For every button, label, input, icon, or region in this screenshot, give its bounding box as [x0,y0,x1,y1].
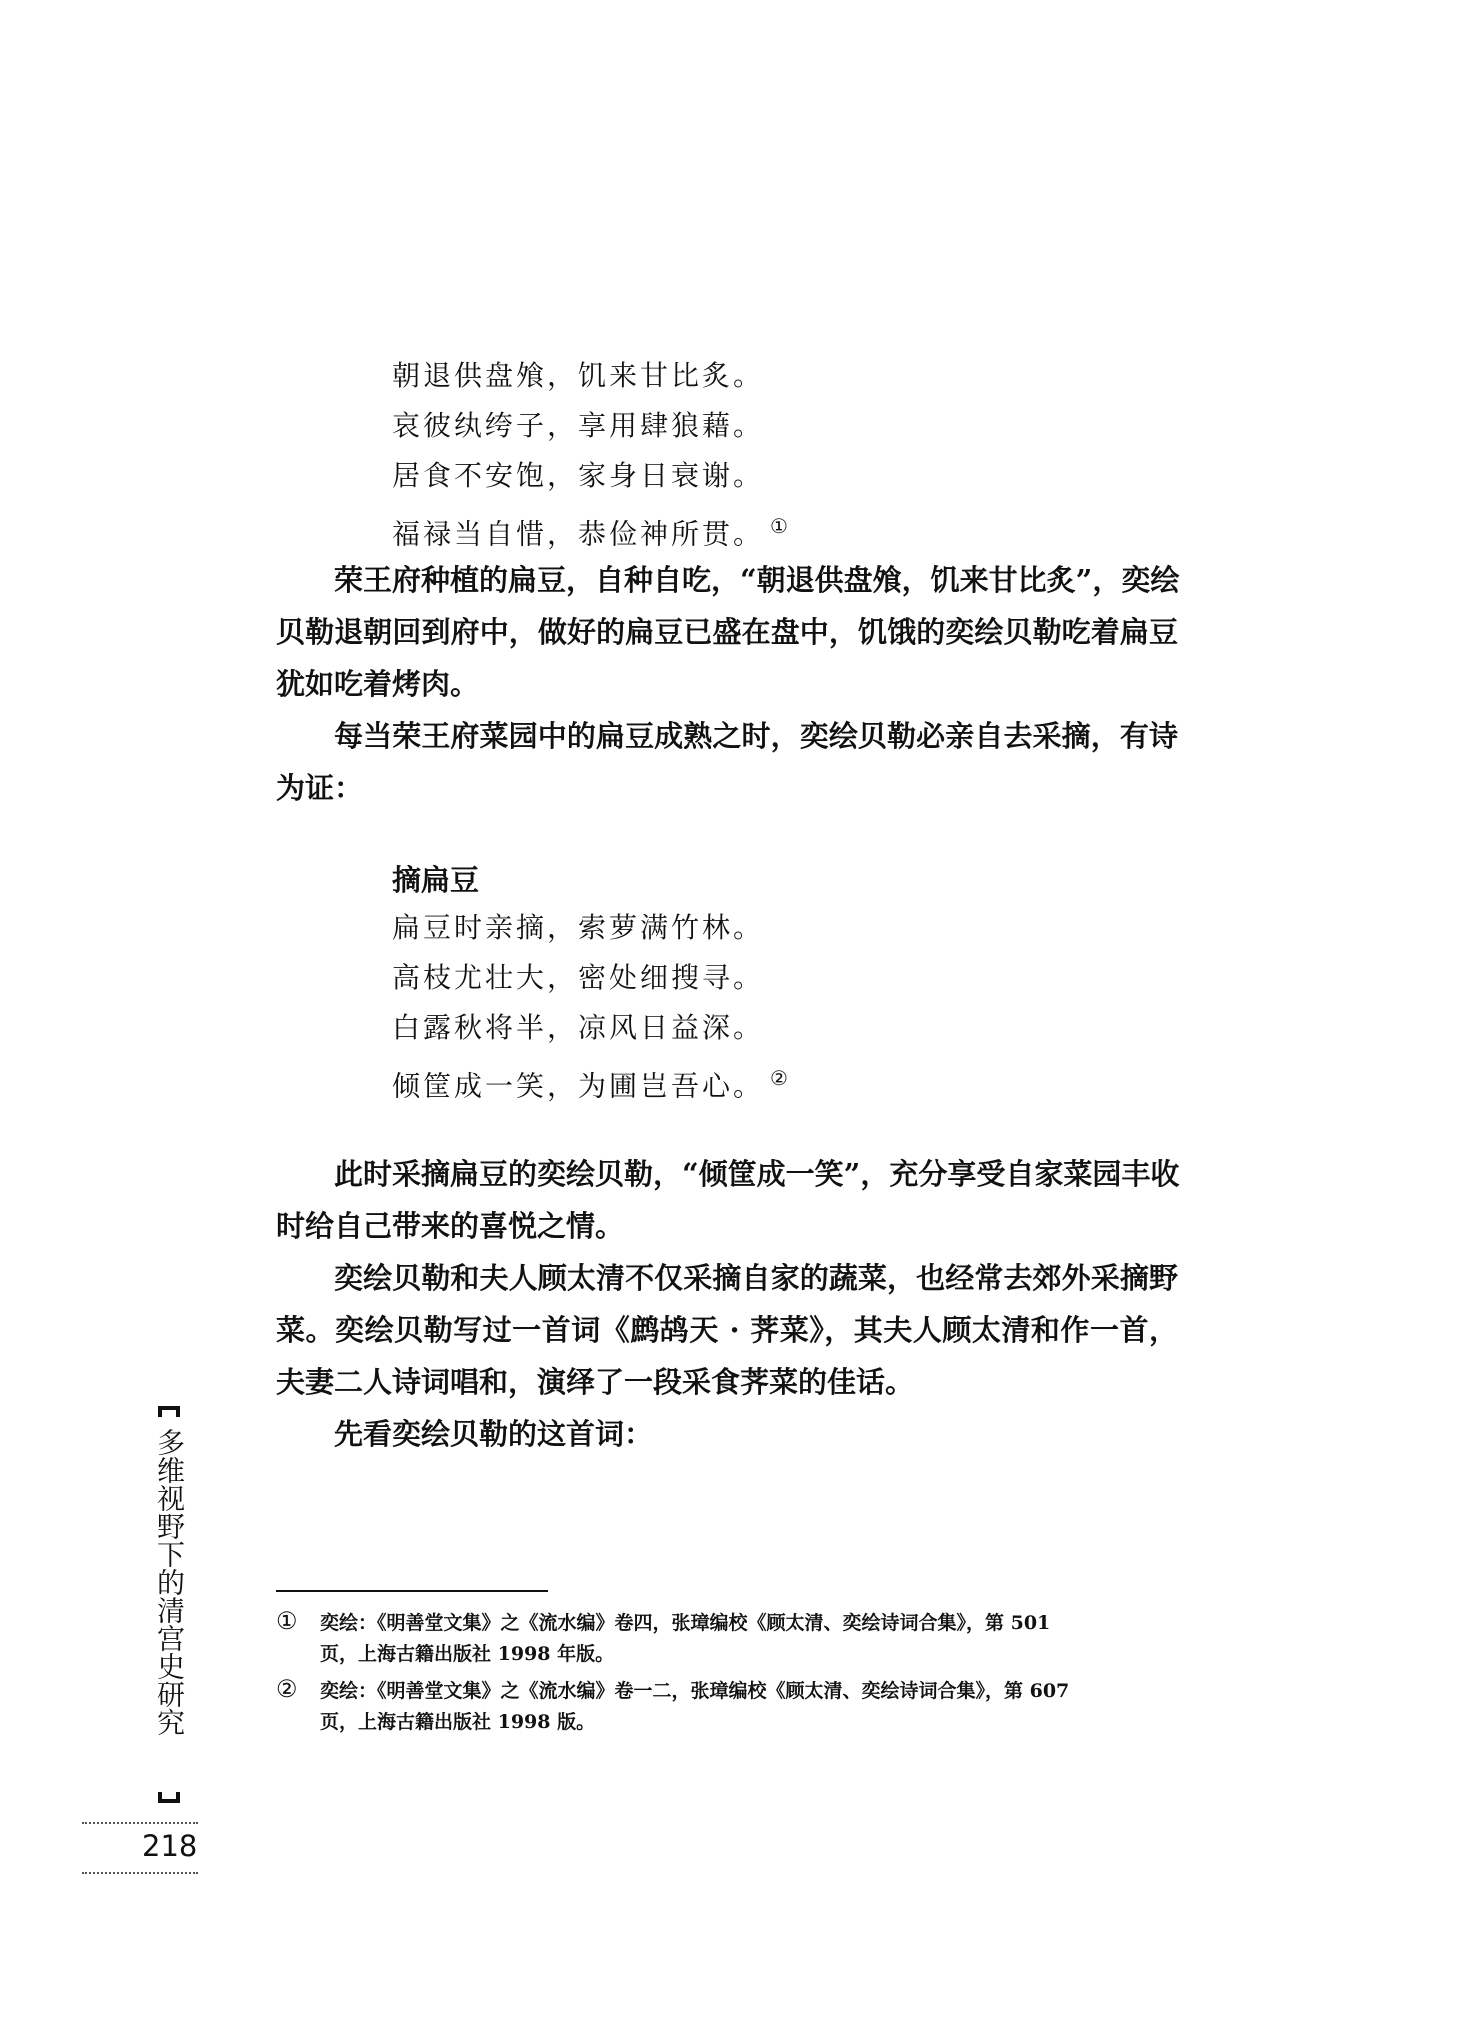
sidebar-book-title: 多维视野下的清宫史研究 [153,1428,186,1736]
page-number-rule-top [82,1822,198,1825]
page-number-rule-bottom [82,1872,198,1875]
footnote-divider [276,1590,548,1592]
footnote-ref-1[interactable]: ① [770,514,791,538]
para5-line-1: 先看奕绘贝勒的这首词： [334,1417,654,1451]
bracket-bottom-icon [158,1791,180,1803]
poem2-line-4-text: 倾筐成一笑，为圃岂吾心。 [392,1069,765,1103]
poem1-line-4-text: 福禄当自惜，恭俭神所贯。 [392,517,765,551]
para4-line-3: 夫妻二人诗词唱和，演绎了一段采食荠菜的佳话。 [276,1365,915,1399]
para3-line-2: 时给自己带来的喜悦之情。 [276,1209,625,1243]
footnote-2 [276,1674,1186,1738]
poem1-line-1: 朝退供盘飧，饥来甘比炙。 [392,359,765,392]
footnote-1-mark: ① [276,1607,298,1635]
page-number: 218 [142,1829,198,1863]
footnote-2-line-2: 页，上海古籍出版社 1998 版。 [320,1711,596,1733]
poem2-line-2: 高枝尤壮大，密处细搜寻。 [392,961,765,994]
para4-line-1: 奕绘贝勒和夫人顾太清不仅采摘自家的蔬菜，也经常去郊外采摘野 [334,1261,1178,1295]
poem1-line-4 [392,506,791,554]
footnote-2-mark: ② [276,1675,298,1703]
poem2-line-4 [392,1058,791,1106]
poem2-line-3: 白露秋将半，凉风日益深。 [392,1011,765,1044]
para2-line-2: 为证： [276,771,364,805]
para3-line-1: 此时采摘扁豆的奕绘贝勒，“倾筐成一笑”，充分享受自家菜园丰收 [334,1157,1180,1191]
para1-line-1: 荣王府种植的扁豆，自种自吃，“朝退供盘飧，饥来甘比炙”，奕绘 [334,563,1180,597]
para4-line-2: 菜。奕绘贝勒写过一首词《鹧鸪天 · 荠菜》，其夫人顾太清和作一首， [276,1313,1178,1347]
poem1-line-3: 居食不安饱，家身日衰谢。 [392,459,765,492]
footnote-1 [276,1606,1186,1670]
poem2-title: 摘扁豆 [392,863,480,897]
footnote-1-line-2: 页，上海古籍出版社 1998 年版。 [320,1643,615,1665]
para1-line-2: 贝勒退朝回到府中，做好的扁豆已盛在盘中，饥饿的奕绘贝勒吃着扁豆 [276,615,1178,649]
bracket-top-icon [158,1406,180,1418]
para1-line-3: 犹如吃着烤肉。 [276,667,480,701]
poem2-line-1: 扁豆时亲摘，索萝满竹林。 [392,911,765,944]
footnote-1-line-1: 奕绘：《明善堂文集》之《流水编》卷四，张璋编校《顾太清、奕绘诗词合集》，第 501 [320,1612,1051,1634]
footnote-ref-2[interactable]: ② [770,1066,791,1090]
para2-line-1: 每当荣王府菜园中的扁豆成熟之时，奕绘贝勒必亲自去采摘，有诗 [334,719,1178,753]
footnote-2-line-1: 奕绘：《明善堂文集》之《流水编》卷一二，张璋编校《顾太清、奕绘诗词合集》，第 607 [320,1680,1070,1702]
poem1-line-2: 哀彼纨绔子，享用肆狼藉。 [392,409,765,442]
